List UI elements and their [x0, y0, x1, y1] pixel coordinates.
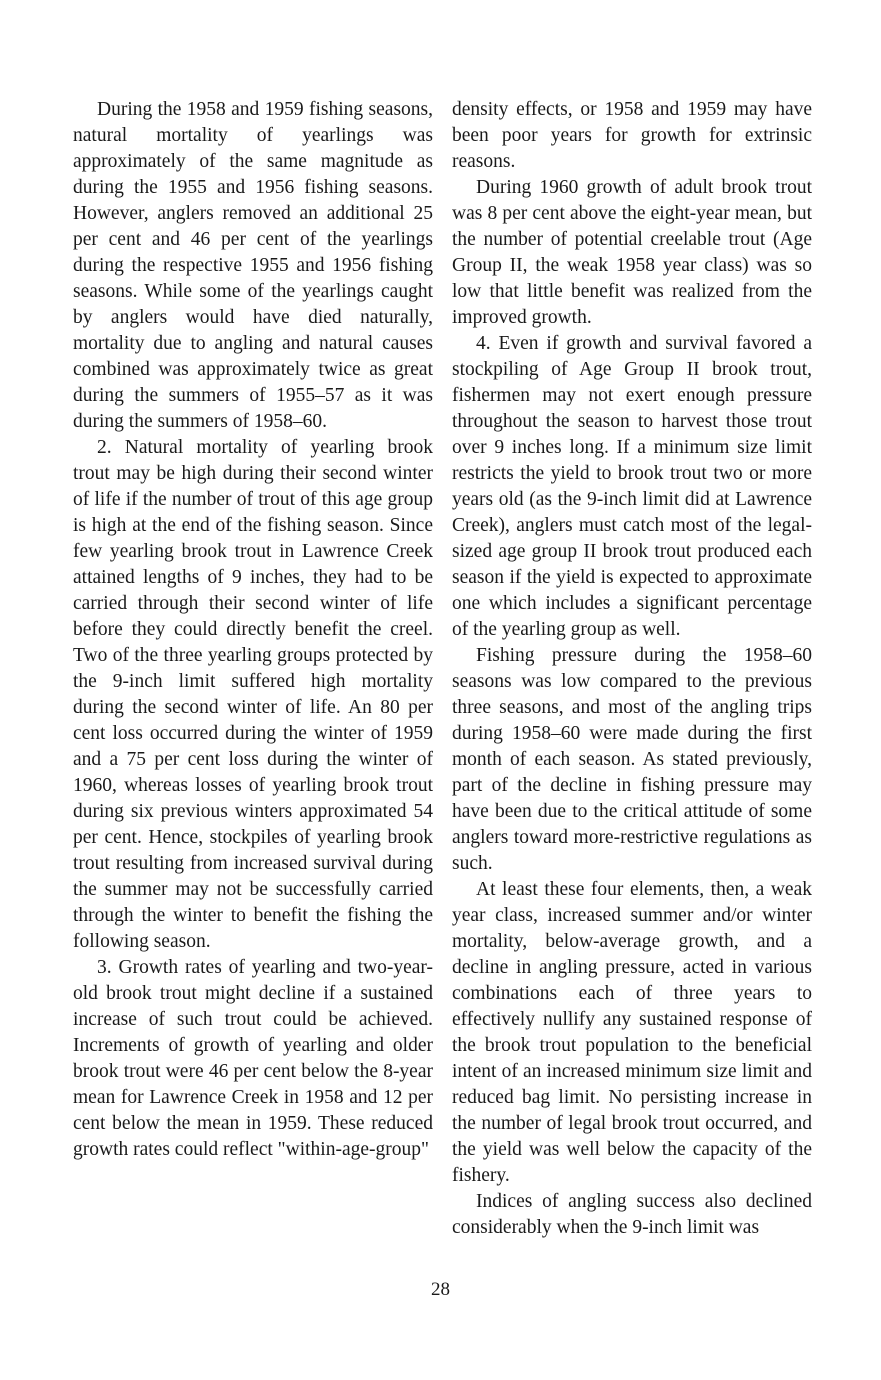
paragraph-point-2-winter-mortality: 2. Natural mortality of yearling brook trout may be high during their second winter of life if the number of trout of this age group is high at the end of the fishing season. Since few yearling brook trout in Lawrence Creek attained lengths of 9 inches, they had to be carried through their second winter of life before they could directly benefit the creel. Two of the three yearling groups protected by the 9-inch limit suffered high mortality during the second winter of life. An 80 per cent loss occurred during the winter of 1959 and a 75 per cent loss during the winter of 1960, whereas losses of yearling brook trout during six previous winters approximated 54 per cent. Hence, stockpiles of yearling brook trout resulting from increased survival during the summer may not be successfully carried through the winter to benefit the fishing the following season. — [73, 437, 433, 952]
paragraph-four-elements: At least these four elements, then, a weak year class, increased summer and/or winter mortality, below-average growth, and a decline in angling pressure, acted in various combinations each of three years to effectively nullify any sustained response of the brook trout population to the beneficial intent of an increased minimum size limit and reduced bag limit. No persisting increase in the number of legal brook trout occurred, and the yield was well below the capacity of the fishery. — [452, 879, 812, 1186]
paragraph-continuation: density effects, or 1958 and 1959 may have been poor years for growth for extrinsic reasons. — [452, 99, 812, 172]
paragraph-point-4-fishing-pressure: 4. Even if growth and survival favored a stockpiling of Age Group II brook trout, fishermen may not exert enough pressure throughout the season to harvest those trout over 9 inches long. If a minimum size limit restricts the yield to brook trout two or more years old (as the 9-inch limit did at Lawrence Creek), anglers must catch most of the legal-sized age group II brook trout produced each season if the yield is expected to approximate one which includes a significant percentage of the yearling group as well. — [452, 333, 812, 640]
paragraph-fishing-pressure-1958-60: Fishing pressure during the 1958–60 seasons was low compared to the previous three seasons, and most of the angling trips during 1958–60 were made during the first month of each season. As stated previously, part of the decline in fishing pressure may have been due to the critical attitude of some anglers toward more-restrictive regulations as such. — [452, 645, 812, 874]
right-text-column — [452, 97, 812, 1241]
paragraph-point-3-growth-rates: 3. Growth rates of yearling and two-year-old brook trout might decline if a sustained increase of such trout could be achieved. Increments of growth of yearling and older brook trout were 46 per cent below the 8-year mean for Lawrence Creek in 1958 and 12 per cent below the mean in 1959. These reduced growth rates could reflect "within-age-group" — [73, 957, 433, 1160]
paragraph-angling-success: Indices of angling success also declined considerably when the 9-inch limit was — [452, 1191, 812, 1238]
left-text-column — [73, 97, 433, 1163]
page-number: 28 — [431, 1279, 450, 1300]
paragraph-1960-growth: During 1960 growth of adult brook trout was 8 per cent above the eight-year mean, but the number of potential creelable trout (Age Group II, the weak 1958 year class) was so low that little benefit was realized from the improved growth. — [452, 177, 812, 328]
paragraph-mortality-seasons: During the 1958 and 1959 fishing seasons, natural mortality of yearlings was approximately of the same magnitude as during the 1955 and 1956 fishing seasons. However, anglers removed an additional 25 per cent and 46 per cent of the yearlings during the respective 1955 and 1956 fishing seasons. While some of the yearlings caught by anglers would have died naturally, mortality due to angling and natural causes combined was approximately twice as great during the summers of 1955–57 as it was during the summers of 1958–60. — [73, 99, 433, 432]
